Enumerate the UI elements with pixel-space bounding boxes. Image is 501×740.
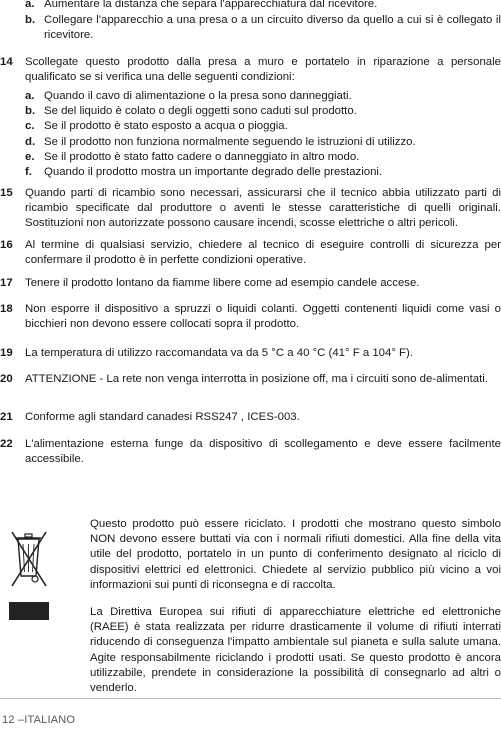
list-marker: a. <box>25 90 35 102</box>
item-number: 19 <box>0 347 13 359</box>
weee-directive-paragraph: La Direttiva Europea sui rifiuti di apparecchiature elettriche ed elettroniche (RAEE) è stata realizzata per ridurre drasticamente il volume di rifiuti interrati riducendo di conseguenza l'impatto ambientale sul pianeta e sulla salute umana. Agite responsabilmente riciclando i prodotti usati. Se questo prodotto è ancora utilizzabile, prendete in considerazione la possibilità di consegnarlo ad altri o venderlo. <box>90 606 501 695</box>
numbered-item-22 <box>0 437 501 467</box>
numbered-item-20 <box>0 372 501 387</box>
list-item-text: Quando il prodotto mostra un importante degrado delle prestazioni. <box>44 165 383 178</box>
list-item-text: Se del liquido è colato o degli oggetti sono caduti sul prodotto. <box>44 105 357 118</box>
numbered-item-14 <box>0 55 501 85</box>
list-marker: f. <box>25 165 32 178</box>
list-item <box>25 13 501 43</box>
page-number: 12 <box>2 714 15 726</box>
item-text: Tenere il prodotto lontano da fiamme libere come ad esempio candele accese. <box>25 277 420 289</box>
item-text: Quando parti di ricambio sono necessari, assicurarsi che il tecnico abbia utilizzato parti di ricambio specificate dal produttore o aventi le stesse caratteristiche di quelli originali. Sostituzioni non autorizzate possono causare incendi, scosse elettriche o altri pericoli. <box>25 187 501 230</box>
numbered-item-21 <box>0 410 501 425</box>
list-item-text: Se il prodotto non funziona normalmente seguendo le istruzioni di utilizzo. <box>44 135 416 148</box>
item-number: 17 <box>0 277 13 289</box>
item-text: Non esporre il dispositivo a spruzzi o liquidi colanti. Oggetti contenenti liquidi come vasi o bicchieri non devono essere collocati sopra il prodotto. <box>25 303 501 331</box>
numbered-item-19 <box>0 346 501 361</box>
item-number: 22 <box>0 438 13 450</box>
item-number: 21 <box>0 411 13 423</box>
item-number: 18 <box>0 303 13 315</box>
list-item <box>0 150 501 165</box>
list-item <box>0 119 501 134</box>
sub-list <box>0 89 501 180</box>
footer-separator: – <box>17 714 25 726</box>
list-item-text: Se il prodotto è stato fatto cadere o danneggiato in altro modo. <box>44 150 360 163</box>
crossed-out-wheelie-bin-icon <box>9 526 49 621</box>
list-marker: a. <box>25 0 35 10</box>
list-item-text: Collegare l'apparecchio a una presa o a un circuito diverso da quello a cui si è collegato il ricevitore. <box>44 14 501 42</box>
list-marker: d. <box>25 135 36 148</box>
item-number: 16 <box>0 239 13 251</box>
list-item <box>0 135 501 150</box>
list-item <box>0 104 501 119</box>
numbered-item-17 <box>0 276 501 291</box>
list-marker: b. <box>25 14 36 26</box>
item-text: L'alimentazione esterna funge da dispositivo di scollegamento e deve essere facilmente accessibile. <box>25 438 501 466</box>
list-item <box>0 165 501 180</box>
footer-rule <box>0 698 501 699</box>
item-number: 14 <box>0 56 13 68</box>
numbered-item-15 <box>0 186 501 232</box>
item-number: 20 <box>0 373 13 385</box>
list-marker: b. <box>25 105 36 118</box>
list-item <box>25 0 501 12</box>
numbered-item-16 <box>0 238 501 268</box>
recycling-paragraph: Questo prodotto può essere riciclato. I prodotti che mostrano questo simbolo NON devono essere buttati via con i normali rifiuti domestici. Alla fine della vita utile del prodotto, portatelo in un punto di conferimento designato al riciclo di dispositivi elettrici ed elettronici. Chiedete al servizio pubblico più vicino a voi informazioni sui punti di riconsegna e di raccolta. <box>90 518 501 591</box>
item-text: La temperatura di utilizzo raccomandata va da 5 °C a 40 °C (41° F a 104° F). <box>25 347 413 359</box>
item-text: ATTENZIONE - La rete non venga interrotta in posizione off, ma i circuiti sono de-alimentati. <box>25 373 489 385</box>
numbered-item-18 <box>0 302 501 332</box>
list-item-text: Quando il cavo di alimentazione o la presa sono danneggiati. <box>44 90 352 102</box>
item-text: Al termine di qualsiasi servizio, chiedere al tecnico di eseguire controlli di sicurezza per confermare il prodotto è in perfette condizioni operative. <box>25 239 501 267</box>
page-footer <box>2 713 75 728</box>
item-number: 15 <box>0 187 13 199</box>
list-marker: c. <box>25 120 35 133</box>
language-label: ITALIANO <box>24 714 76 726</box>
list-item <box>0 89 501 104</box>
list-item-text: Aumentare la distanza che separa l'apparecchiatura dal ricevitore. <box>44 0 378 10</box>
list-item-text: Se il prodotto è stato esposto a acqua o pioggia. <box>44 120 288 133</box>
item-text: Scollegate questo prodotto dalla presa a muro e portatelo in riparazione a personale qualificato se si verifica una delle seguenti condizioni: <box>25 56 501 84</box>
list-marker: e. <box>25 150 35 163</box>
item-text: Conforme agli standard canadesi RSS247 , ICES-003. <box>25 411 300 423</box>
